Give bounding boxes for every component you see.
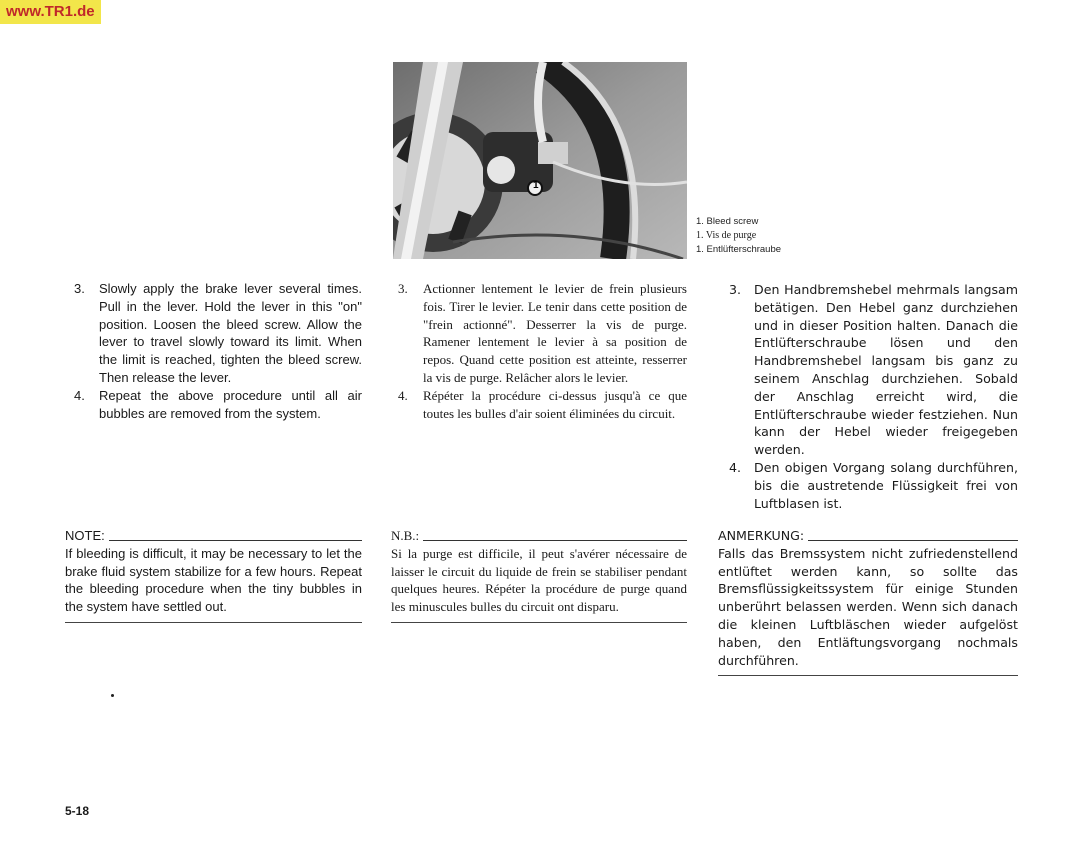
divider — [808, 540, 1018, 541]
step-4-german — [729, 459, 1018, 512]
note-label: NOTE: — [65, 528, 105, 543]
step-number: 4. — [398, 387, 408, 403]
note-heading — [391, 527, 687, 545]
note-french — [391, 527, 687, 623]
step-text: Repeat the above procedure until all air bubbles are removed from the system. — [99, 387, 362, 421]
note-label: N.B.: — [391, 528, 420, 543]
caption-german: 1. Entlüfterschraube — [696, 244, 782, 255]
step-3-german — [729, 281, 1018, 459]
caption-english: 1. Bleed screw — [696, 216, 759, 227]
note-text: Si la purge est difficile, il peut s'avérer nécessaire de laisser le circuit du liquide de frein se stabiliser pendant quelques heures. Répéter la procédure de purge quand les minuscules bulles du circuit ont disparu. — [391, 545, 687, 615]
divider — [423, 540, 687, 541]
step-number: 4. — [74, 387, 85, 403]
step-text: Slowly apply the brake lever several times. Pull in the lever. Hold the lever in this "on" position. Loosen the bleed screw. Allow the lever to travel slowly toward its limit. When the limit is reached, tighten the bleed screw. Then release the lever. — [99, 281, 362, 385]
divider — [109, 540, 362, 541]
step-3-french — [398, 280, 687, 387]
english-steps — [74, 280, 362, 422]
step-text: Den Handbremshebel mehrmals langsam betätigen. Den Hebel ganz durchziehen und in dieser Position halten. Danach die Entlüfterschraube lösen und den Handbremshebel langsam bis ganz zu seinem Anschlag durchziehen. Sobald der Anschlag erreicht wird, die Entlüfterschraube wieder festziehen. Nun kann der Hebel wieder freigegeben werden. — [754, 282, 1018, 458]
step-text: Den obigen Vorgang solang durchführen, bis die austretende Flüssigkeit frei von Luftblasen ist. — [754, 459, 1018, 511]
step-number: 4. — [729, 459, 742, 475]
figure-captions — [696, 215, 781, 257]
stray-dot — [111, 694, 114, 697]
divider — [718, 675, 1018, 676]
divider — [391, 622, 687, 623]
step-4-english — [74, 387, 362, 423]
step-3-english — [74, 280, 362, 387]
step-number: 3. — [398, 281, 408, 296]
page-number: 5-18 — [65, 804, 90, 818]
note-english — [65, 527, 362, 623]
step-text: Répéter la procédure ci-dessus jusqu'à ce que toutes les bulles d'air soient éliminées du circuit. — [423, 387, 687, 421]
step-text: Actionner lentement le levier de frein plusieurs fois. Tirer le levier. Le tenir dans cette position de "frein actionné". Desserrer la vis de purge. Ramener lentement le levier à sa position de repos. Quand cette position est atteinte, resserrer la vis de purge. Relâcher alors le levier. — [423, 281, 687, 385]
note-german — [718, 527, 1018, 676]
note-label: ANMERKUNG: — [718, 528, 805, 543]
note-heading — [718, 527, 1018, 545]
caption-french: 1. Vis de purge — [696, 230, 757, 241]
german-steps — [729, 281, 1018, 512]
divider — [65, 622, 362, 623]
step-4-french — [398, 387, 687, 423]
callout-number: 1 — [533, 180, 539, 191]
watermark-logo: www.TR1.de — [0, 0, 101, 24]
step-number: 3. — [74, 281, 85, 296]
french-steps — [398, 280, 687, 422]
note-text: If bleeding is difficult, it may be necessary to let the brake fluid system stabilize for a few hours. Repeat the bleeding procedure when the tiny bubbles in the system have settled out. — [65, 545, 362, 615]
brake-caliper-photo — [393, 62, 687, 259]
note-heading — [65, 527, 362, 545]
note-text: Falls das Bremssystem nicht zufriedenstellend entlüftet werden kann, so sollte das Bremsflüssigkeitssystem für einige Stunden unberührt belassen werden. Wenn sich danach die kleinen Luftbläschen wieder aufgelöst haben, den Entläftungsvorgang nochmals durchführen. — [718, 545, 1018, 668]
step-number: 3. — [729, 282, 742, 297]
